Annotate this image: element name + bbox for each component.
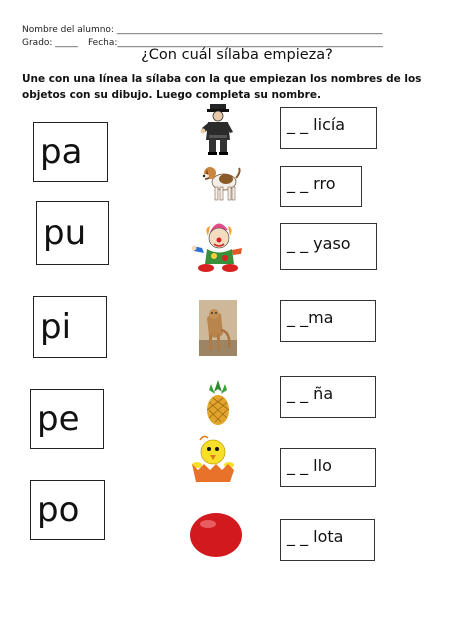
word-box-perro[interactable] bbox=[280, 166, 362, 207]
syllable-label: pu bbox=[43, 213, 87, 253]
syllable-box-pa[interactable] bbox=[33, 122, 108, 182]
word-label: _ _ yaso bbox=[287, 234, 351, 253]
puma-icon bbox=[199, 300, 237, 356]
word-label: _ _ ña bbox=[287, 384, 334, 403]
worksheet-title: ¿Con cuál sílaba empieza? bbox=[141, 47, 333, 63]
syllable-box-pi[interactable] bbox=[33, 296, 107, 358]
word-label: _ _ma bbox=[287, 308, 334, 327]
grade-line[interactable]: Grado: _____ bbox=[22, 38, 78, 48]
word-box-policia[interactable] bbox=[280, 107, 377, 149]
pineapple-icon bbox=[201, 378, 235, 426]
syllable-label: pi bbox=[40, 307, 72, 347]
police-officer-icon bbox=[199, 102, 237, 156]
syllable-label: pe bbox=[37, 399, 80, 439]
word-box-pollo[interactable] bbox=[280, 448, 376, 487]
word-label: _ _ licía bbox=[287, 115, 346, 134]
instructions-text: Une con una línea la sílaba con la que empiezan los nombres de los objetos con su dibujo. Luego completa su nombre. bbox=[22, 73, 422, 101]
student-name-line[interactable]: Nombre del alumno: ___________________________________________________________ bbox=[22, 25, 383, 35]
word-box-payaso[interactable] bbox=[280, 223, 377, 270]
word-label: _ _ llo bbox=[287, 456, 332, 475]
word-box-puma[interactable] bbox=[280, 300, 376, 342]
word-label: _ _ rro bbox=[287, 174, 336, 193]
date-line[interactable]: Fecha:___________________________________________________________ bbox=[88, 38, 383, 48]
syllable-label: po bbox=[37, 490, 80, 530]
syllable-label: pa bbox=[40, 132, 83, 172]
clown-icon bbox=[190, 218, 246, 274]
ball-icon bbox=[188, 508, 244, 558]
dog-icon bbox=[201, 160, 241, 202]
word-box-pina[interactable] bbox=[280, 376, 376, 418]
chick-icon bbox=[186, 432, 238, 484]
syllable-box-po[interactable] bbox=[30, 480, 105, 540]
syllable-box-pu[interactable] bbox=[36, 201, 109, 265]
word-label: _ _ lota bbox=[287, 527, 344, 546]
syllable-box-pe[interactable] bbox=[30, 389, 104, 449]
word-box-pelota[interactable] bbox=[280, 519, 375, 561]
